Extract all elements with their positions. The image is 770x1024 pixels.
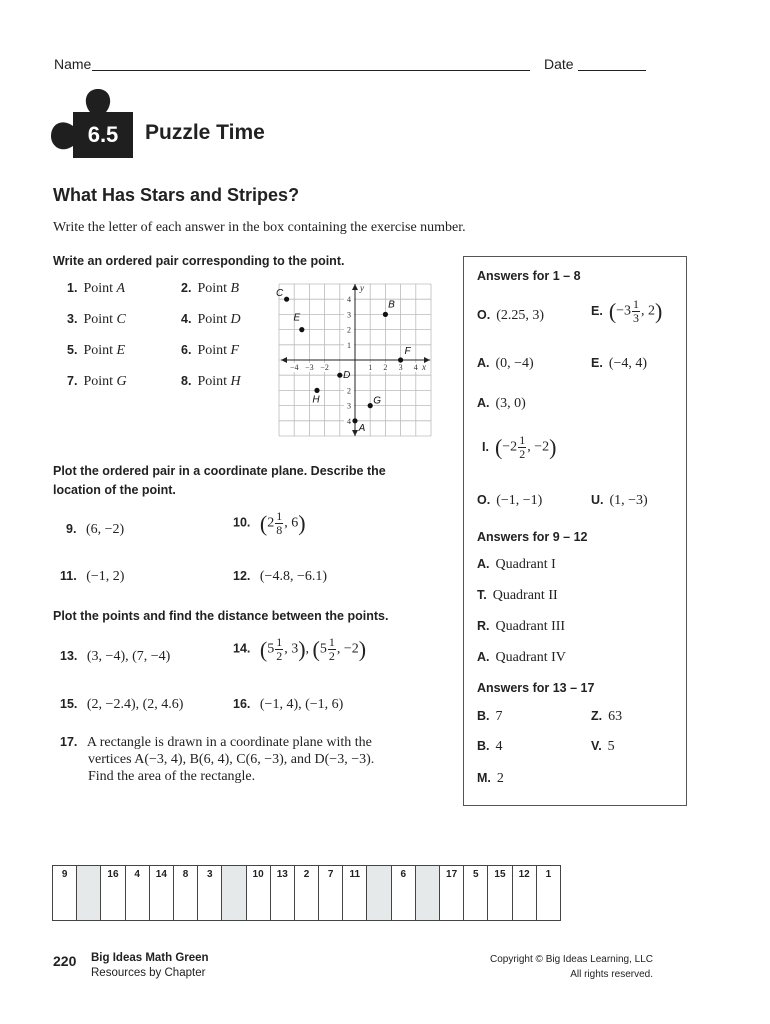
exercise-text: Point [83,374,117,389]
point-f [398,357,403,362]
exercise-8 [181,374,241,390]
exercise-5 [67,343,125,359]
page-title: Puzzle Time [145,121,265,144]
exercise-number: 6. [181,343,192,357]
y-tick-label: 3 [347,401,351,411]
code-cell-15[interactable]: 15 [488,866,512,921]
answer-code-table [52,865,561,921]
exercise-text: Point [197,374,231,389]
answer-1-e1: E. (−3 $\frac{1}{3}$ , 2) [591,297,663,325]
part2-heading-line1: Plot the ordered pair in a coordinate plane. Describe the [53,464,386,478]
denominator: 2 [519,447,526,461]
answer-text: , −2 [527,439,550,455]
date-label: Date [544,56,574,72]
answer-letter: E. [591,356,603,370]
answer-letter: E. [591,303,603,318]
answer-text: 5 [607,739,615,754]
exercise-number: 2. [181,281,192,295]
point-h [314,388,319,393]
exercise-17 [60,734,374,785]
answer-text: (3, 0) [495,396,526,411]
date-blank[interactable] [578,70,646,71]
exercise-text: Point [197,343,231,358]
code-cell-4[interactable]: 4 [125,866,149,921]
mixed-whole: 2 [267,515,275,531]
code-cell-blank [367,866,391,921]
answer-text: 7 [495,709,503,724]
answer-text: (−4, 4) [608,356,648,371]
point-d [337,373,342,378]
answer-text: , 2 [641,303,656,319]
answer-3-b2 [477,739,503,755]
exercise-6 [181,343,239,359]
exercise-text: Find the area of the rectangle. [88,769,256,784]
point-label-e: E [293,312,301,324]
exercise-16 [233,697,343,713]
answer-1-a2 [477,396,526,412]
exercise-text: (−1, 2) [86,569,125,584]
exercise-14: 14. (5 $\frac{1}{2}$ , 3), (5 $\frac{1}{2}$ , −2) [233,635,367,663]
code-cell-14[interactable]: 14 [149,866,173,921]
y-tick-label: 1 [347,340,351,350]
denominator: 8 [276,523,283,537]
copyright: Copyright © Big Ideas Learning, LLC [489,954,653,965]
answer-text: (2.25, 3) [496,308,545,323]
exercise-text: A rectangle is drawn in a coordinate plane with the [86,735,372,750]
x-tick-label: −2 [320,363,329,372]
y-tick-label: 4 [347,416,351,426]
answer-letter: B. [477,709,490,723]
exercise-text: (−4.8, −6.1) [259,569,328,584]
point-b [383,312,388,317]
answer-2-t [477,588,558,604]
answer-letter: B. [477,739,490,753]
answer-1-o [477,308,544,324]
exercise-text: (−1, 4), (−1, 6) [259,697,344,712]
code-cell-7[interactable]: 7 [319,866,343,921]
exercise-number: 9. [66,522,77,536]
exercise-text: , 6 [284,515,299,531]
mixed-whole: −2 [502,439,518,455]
answer-3-z [591,709,622,725]
answers-heading-2: Answers for 9 – 12 [477,530,588,544]
point-variable: F [230,343,240,358]
code-cell-blank [415,866,439,921]
answer-text: 2 [496,771,504,786]
exercise-7 [67,374,127,390]
exercise-number: 11. [60,569,77,583]
exercise-number: 16. [233,697,251,711]
code-cell-11[interactable]: 11 [343,866,367,921]
answer-letter: A. [477,356,490,370]
puzzle-question: What Has Stars and Stripes? [53,185,300,205]
code-cell-8[interactable]: 8 [173,866,197,921]
x-tick-label: 4 [413,363,418,372]
code-cell-5[interactable]: 5 [464,866,488,921]
part1-heading: Write an ordered pair corresponding to the point. [53,254,345,268]
mixed-whole: 5 [319,641,327,657]
coordinate-grid [275,282,432,438]
exercise-number: 10. [233,515,251,530]
exercise-text: (6, −2) [85,522,125,537]
name-blank[interactable] [92,70,530,71]
exercise-number: 15. [60,697,78,711]
answer-text: (−1, −1) [496,493,543,508]
answer-letter: T. [477,588,487,602]
numerator: 1 [276,635,283,649]
answer-text: 63 [608,709,623,724]
point-label-h: H [312,394,320,406]
exercise-3 [67,312,126,328]
answer-text: (0, −4) [495,356,534,371]
answers-heading-1: Answers for 1 – 8 [477,269,581,283]
exercise-number: 13. [60,649,78,663]
code-row [53,866,561,921]
exercise-2 [181,281,239,297]
point-variable: E [116,343,126,358]
y-tick-label: 2 [347,325,351,335]
answer-letter: A. [477,650,490,664]
rights-text: All rights reserved. [570,969,653,980]
point-label-b: B [388,299,395,311]
exercise-9 [66,522,124,538]
exercise-text: Point [197,281,231,296]
x-tick-label: 3 [398,363,403,372]
point-label-f: F [404,346,411,357]
answer-1-e2 [591,356,647,372]
code-cell-16[interactable]: 16 [101,866,125,921]
exercise-text: Point [83,343,117,358]
code-cell-6[interactable]: 6 [391,866,415,921]
point-variable: A [116,281,126,296]
point-label-d: D [343,370,351,382]
exercise-number: 17. [60,735,78,749]
denominator: 2 [276,649,283,663]
denominator: 2 [328,649,335,663]
answer-2-a [477,557,556,573]
point-variable: D [230,312,241,327]
code-cell-17[interactable]: 17 [440,866,464,921]
x-tick-label: −4 [289,363,299,372]
answer-2-a2 [477,650,566,666]
answer-1-u [591,493,648,509]
x-tick-label: 2 [383,363,388,372]
part3-heading: Plot the points and find the distance between the points. [53,609,389,623]
exercise-12 [233,569,327,585]
exercise-number: 5. [67,343,78,357]
answer-text: (1, −3) [609,493,648,508]
answer-3-v [591,739,615,755]
answer-text: Quadrant I [495,557,556,572]
answer-letter: O. [477,308,491,322]
answer-letter: A. [477,557,490,571]
answers-heading-3: Answers for 13 – 17 [477,681,595,695]
answer-1-i: I. (−2 $\frac{1}{2}$ , −2) [482,433,557,461]
code-cell-blank [222,866,246,921]
code-cell-3[interactable]: 3 [198,866,222,921]
code-cell-1[interactable]: 1 [536,866,560,921]
answer-2-r [477,619,565,635]
page-number: 220 [53,953,77,969]
point-label-g: G [373,395,382,407]
answer-1-a1 [477,356,534,372]
exercise-number: 3. [67,312,78,326]
exercise-text: (2, −2.4), (2, 4.6) [86,697,184,712]
section-number: 6.5 [87,122,119,147]
exercise-number: 8. [181,374,192,388]
point-variable: C [116,312,126,327]
book-subtitle: Resources by Chapter [91,967,206,979]
point-c [284,297,289,302]
answer-text: Quadrant IV [495,650,566,665]
numerator: 1 [276,509,283,523]
y-axis-label: y [360,283,364,293]
exercise-number: 12. [233,569,251,583]
answer-1-o2 [477,493,542,509]
x-tick-label: −3 [305,363,314,372]
answer-letter: U. [591,493,604,507]
book-title: Big Ideas Math Green [91,952,209,964]
mixed-whole: 5 [267,641,275,657]
answer-letter: Z. [591,709,603,723]
point-e [299,327,304,332]
exercise-text: vertices A(−3, 4), B(6, 4), C(6, −3), and D(−3, −3). [88,752,375,767]
exercise-1 [67,281,125,297]
point-variable: H [230,374,241,389]
point-a [352,418,357,423]
point-label-c: C [275,288,284,300]
exercise-number: 14. [233,641,251,656]
part2-heading-line2: location of the point. [53,483,176,497]
code-cell-13[interactable]: 13 [270,866,294,921]
exercise-10: 10. (2 $\frac{1}{8}$ , 6) [233,509,306,537]
exercise-text: Point [197,312,231,327]
y-tick-label: 2 [347,386,351,396]
exercise-4 [181,312,241,328]
exercise-11 [60,569,124,585]
exercise-number: 7. [67,374,78,388]
numerator: 1 [633,297,640,311]
code-cell-blank [77,866,101,921]
answer-letter: M. [477,771,491,785]
point-variable: B [230,281,240,296]
answer-letter: R. [477,619,490,633]
code-cell-10[interactable]: 10 [246,866,270,921]
exercise-15 [60,697,183,713]
instructions: Write the letter of each answer in the box containing the exercise number. [53,220,466,235]
y-tick-label: 4 [347,295,351,305]
answer-3-m [477,771,504,787]
numerator: 1 [328,635,335,649]
denominator: 3 [633,311,640,325]
point-g [368,403,373,408]
answer-letter: I. [482,439,489,454]
answer-text: Quadrant II [492,588,558,603]
exercise-13 [60,649,170,665]
x-axis-label: x [422,362,426,372]
numerator: 1 [519,433,526,447]
exercise-number: 1. [67,281,78,295]
exercise-number: 4. [181,312,192,326]
name-label: Name [54,56,92,72]
exercise-text: , 3 [284,641,299,657]
part2-heading [53,462,453,500]
mixed-whole: −3 [616,303,632,319]
answer-letter: V. [591,739,602,753]
point-variable: G [116,374,127,389]
exercise-text: Point [83,281,117,296]
exercise-text: , −2 [336,641,359,657]
x-tick-label: 1 [368,363,373,372]
answer-letter: O. [477,493,491,507]
y-tick-label: 3 [347,310,351,320]
code-cell-12[interactable]: 12 [512,866,536,921]
exercise-text: Point [83,312,117,327]
answer-letter: A. [477,396,490,410]
code-cell-2[interactable]: 2 [294,866,318,921]
code-cell-9[interactable]: 9 [53,866,77,921]
answer-3-b1 [477,709,503,725]
exercise-text: (3, −4), (7, −4) [86,649,171,664]
answer-text: Quadrant III [495,619,566,634]
answer-text: 4 [495,739,503,754]
point-label-a: A [358,422,366,434]
